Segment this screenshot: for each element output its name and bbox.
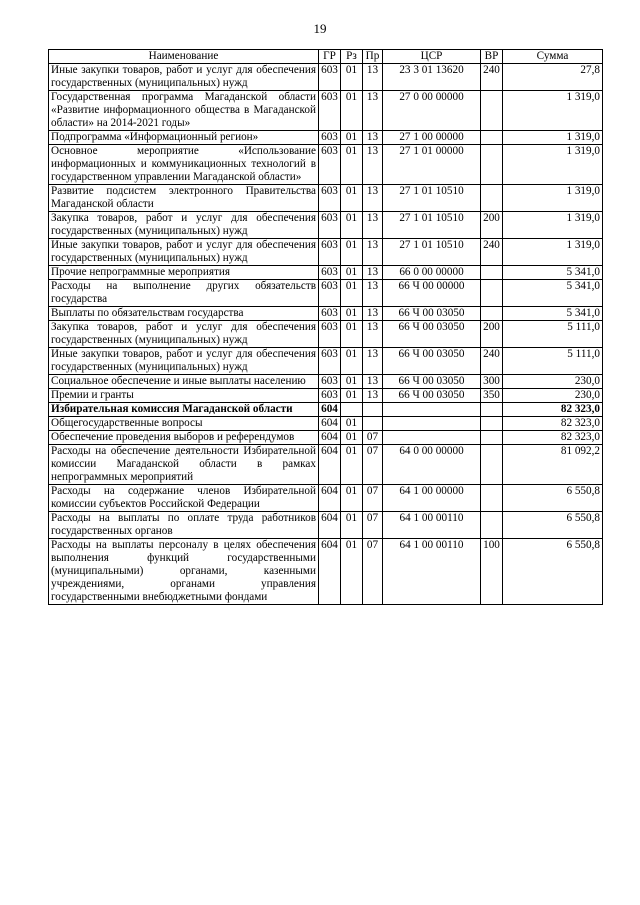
table-row xyxy=(49,145,603,185)
header-csr: ЦСР xyxy=(383,50,481,64)
cell-name: Обеспечение проведения выборов и референдумов xyxy=(49,431,319,445)
table-row xyxy=(49,389,603,403)
cell-name: Иные закупки товаров, работ и услуг для обеспечения государственных (муниципальных) нужд xyxy=(49,348,319,375)
cell-csr: 66 0 00 00000 xyxy=(383,266,481,280)
cell-name: Развитие подсистем электронного Правительства Магаданской области xyxy=(49,185,319,212)
cell-rz: 01 xyxy=(341,91,363,131)
table-row xyxy=(49,185,603,212)
cell-name: Расходы на выплаты персоналу в целях обеспечения выполнения функций государственными (муниципальными) органами, казенными учреждениями, органами управления государственными внебюджетными фондами xyxy=(49,539,319,605)
cell-pr: 13 xyxy=(363,145,383,185)
cell-csr: 27 1 00 00000 xyxy=(383,131,481,145)
cell-gr: 603 xyxy=(319,145,341,185)
table-row xyxy=(49,485,603,512)
cell-csr: 66 Ч 00 03050 xyxy=(383,321,481,348)
cell-pr: 13 xyxy=(363,131,383,145)
cell-rz xyxy=(341,403,363,417)
cell-name: Основное мероприятие «Использование информационных и коммуникационных технологий в государственном управлении Магаданской области» xyxy=(49,145,319,185)
cell-vr: 200 xyxy=(481,212,503,239)
cell-rz: 01 xyxy=(341,512,363,539)
cell-pr: 07 xyxy=(363,539,383,605)
table-row xyxy=(49,212,603,239)
cell-sum: 6 550,8 xyxy=(503,512,603,539)
cell-gr: 604 xyxy=(319,445,341,485)
cell-vr xyxy=(481,131,503,145)
cell-sum: 81 092,2 xyxy=(503,445,603,485)
header-rz: Рз xyxy=(341,50,363,64)
cell-sum: 5 341,0 xyxy=(503,280,603,307)
cell-csr: 66 Ч 00 03050 xyxy=(383,307,481,321)
cell-vr xyxy=(481,91,503,131)
cell-name: Закупка товаров, работ и услуг для обеспечения государственных (муниципальных) нужд xyxy=(49,321,319,348)
table-row xyxy=(49,417,603,431)
header-vr: ВР xyxy=(481,50,503,64)
cell-vr: 350 xyxy=(481,389,503,403)
cell-rz: 01 xyxy=(341,321,363,348)
cell-csr xyxy=(383,403,481,417)
cell-sum: 82 323,0 xyxy=(503,403,603,417)
cell-gr: 603 xyxy=(319,185,341,212)
cell-gr: 604 xyxy=(319,539,341,605)
cell-csr: 66 Ч 00 03050 xyxy=(383,389,481,403)
cell-gr: 604 xyxy=(319,417,341,431)
cell-csr: 27 1 01 10510 xyxy=(383,185,481,212)
header-row xyxy=(49,50,603,64)
cell-sum: 5 341,0 xyxy=(503,266,603,280)
cell-vr xyxy=(481,431,503,445)
table-row xyxy=(49,375,603,389)
page-number: 19 xyxy=(313,21,327,36)
cell-name: Подпрограмма «Информационный регион» xyxy=(49,131,319,145)
table-row xyxy=(49,239,603,266)
cell-rz: 01 xyxy=(341,348,363,375)
cell-rz: 01 xyxy=(341,307,363,321)
cell-vr xyxy=(481,403,503,417)
cell-sum: 1 319,0 xyxy=(503,212,603,239)
cell-gr: 604 xyxy=(319,403,341,417)
cell-pr: 07 xyxy=(363,512,383,539)
table-row xyxy=(49,280,603,307)
header-sum: Сумма xyxy=(503,50,603,64)
cell-rz: 01 xyxy=(341,64,363,91)
cell-rz: 01 xyxy=(341,417,363,431)
cell-gr: 603 xyxy=(319,348,341,375)
cell-sum: 1 319,0 xyxy=(503,185,603,212)
table-row xyxy=(49,321,603,348)
cell-csr: 27 1 01 10510 xyxy=(383,239,481,266)
cell-pr: 13 xyxy=(363,375,383,389)
cell-rz: 01 xyxy=(341,185,363,212)
cell-name: Выплаты по обязательствам государства xyxy=(49,307,319,321)
cell-pr: 07 xyxy=(363,485,383,512)
cell-gr: 603 xyxy=(319,91,341,131)
cell-name: Социальное обеспечение и иные выплаты населению xyxy=(49,375,319,389)
cell-rz: 01 xyxy=(341,145,363,185)
table-row xyxy=(49,266,603,280)
cell-name: Иные закупки товаров, работ и услуг для обеспечения государственных (муниципальных) нужд xyxy=(49,239,319,266)
cell-sum: 5 111,0 xyxy=(503,321,603,348)
cell-pr: 13 xyxy=(363,239,383,266)
cell-csr: 64 1 00 00000 xyxy=(383,485,481,512)
cell-gr: 604 xyxy=(319,431,341,445)
cell-rz: 01 xyxy=(341,266,363,280)
cell-name: Избирательная комиссия Магаданской области xyxy=(49,403,319,417)
cell-gr: 603 xyxy=(319,64,341,91)
cell-name: Иные закупки товаров, работ и услуг для обеспечения государственных (муниципальных) нужд xyxy=(49,64,319,91)
cell-sum: 230,0 xyxy=(503,389,603,403)
cell-csr: 64 1 00 00110 xyxy=(383,512,481,539)
cell-gr: 603 xyxy=(319,280,341,307)
cell-vr: 100 xyxy=(481,539,503,605)
cell-name: Общегосударственные вопросы xyxy=(49,417,319,431)
cell-pr: 13 xyxy=(363,389,383,403)
cell-csr: 66 Ч 00 03050 xyxy=(383,348,481,375)
cell-vr xyxy=(481,445,503,485)
cell-pr: 13 xyxy=(363,307,383,321)
header-name: Наименование xyxy=(49,50,319,64)
cell-pr: 13 xyxy=(363,348,383,375)
cell-gr: 603 xyxy=(319,375,341,389)
budget-table xyxy=(48,49,603,605)
cell-sum: 1 319,0 xyxy=(503,91,603,131)
cell-csr: 27 0 00 00000 xyxy=(383,91,481,131)
cell-vr: 240 xyxy=(481,348,503,375)
cell-rz: 01 xyxy=(341,239,363,266)
cell-csr xyxy=(383,431,481,445)
cell-vr xyxy=(481,485,503,512)
cell-name: Прочие непрограммные мероприятия xyxy=(49,266,319,280)
cell-csr: 66 Ч 00 00000 xyxy=(383,280,481,307)
cell-sum: 5 341,0 xyxy=(503,307,603,321)
cell-pr xyxy=(363,403,383,417)
cell-rz: 01 xyxy=(341,445,363,485)
cell-name: Расходы на выплаты по оплате труда работников государственных органов xyxy=(49,512,319,539)
table-row xyxy=(49,539,603,605)
cell-gr: 603 xyxy=(319,307,341,321)
cell-rz: 01 xyxy=(341,280,363,307)
cell-gr: 603 xyxy=(319,212,341,239)
cell-gr: 603 xyxy=(319,321,341,348)
cell-gr: 604 xyxy=(319,485,341,512)
header-gr: ГР xyxy=(319,50,341,64)
cell-vr: 200 xyxy=(481,321,503,348)
cell-pr: 07 xyxy=(363,445,383,485)
cell-sum: 5 111,0 xyxy=(503,348,603,375)
cell-name: Премии и гранты xyxy=(49,389,319,403)
table-row xyxy=(49,403,603,417)
cell-sum: 1 319,0 xyxy=(503,239,603,266)
table-row xyxy=(49,445,603,485)
cell-vr xyxy=(481,145,503,185)
cell-vr: 240 xyxy=(481,64,503,91)
cell-sum: 1 319,0 xyxy=(503,131,603,145)
cell-name: Расходы на содержание членов Избирательной комиссии субъектов Российской Федерации xyxy=(49,485,319,512)
cell-csr: 27 1 01 10510 xyxy=(383,212,481,239)
cell-pr: 13 xyxy=(363,321,383,348)
cell-gr: 603 xyxy=(319,266,341,280)
cell-csr xyxy=(383,417,481,431)
table-row xyxy=(49,131,603,145)
cell-rz: 01 xyxy=(341,375,363,389)
cell-csr: 64 1 00 00110 xyxy=(383,539,481,605)
table-row xyxy=(49,431,603,445)
cell-rz: 01 xyxy=(341,431,363,445)
cell-gr: 603 xyxy=(319,239,341,266)
cell-rz: 01 xyxy=(341,131,363,145)
cell-rz: 01 xyxy=(341,389,363,403)
table-row xyxy=(49,307,603,321)
cell-sum: 230,0 xyxy=(503,375,603,389)
table-row xyxy=(49,91,603,131)
cell-gr: 604 xyxy=(319,512,341,539)
cell-vr xyxy=(481,280,503,307)
table-row xyxy=(49,512,603,539)
table-row xyxy=(49,348,603,375)
cell-rz: 01 xyxy=(341,212,363,239)
cell-csr: 23 3 01 13620 xyxy=(383,64,481,91)
cell-gr: 603 xyxy=(319,131,341,145)
table-row xyxy=(49,64,603,91)
cell-vr: 240 xyxy=(481,239,503,266)
cell-vr xyxy=(481,512,503,539)
cell-name: Закупка товаров, работ и услуг для обеспечения государственных (муниципальных) нужд xyxy=(49,212,319,239)
cell-csr: 64 0 00 00000 xyxy=(383,445,481,485)
cell-vr xyxy=(481,266,503,280)
cell-sum: 6 550,8 xyxy=(503,485,603,512)
cell-name: Расходы на выполнение других обязательств государства xyxy=(49,280,319,307)
cell-vr xyxy=(481,307,503,321)
cell-sum: 82 323,0 xyxy=(503,431,603,445)
cell-pr: 07 xyxy=(363,431,383,445)
cell-name: Государственная программа Магаданской области «Развитие информационного общества в Магаданской области» на 2014-2021 годы» xyxy=(49,91,319,131)
cell-csr: 27 1 01 00000 xyxy=(383,145,481,185)
cell-rz: 01 xyxy=(341,539,363,605)
cell-vr xyxy=(481,185,503,212)
cell-rz: 01 xyxy=(341,485,363,512)
cell-sum: 1 319,0 xyxy=(503,145,603,185)
cell-sum: 6 550,8 xyxy=(503,539,603,605)
cell-vr: 300 xyxy=(481,375,503,389)
cell-name: Расходы на обеспечение деятельности Избирательной комиссии Магаданской области в рамках непрограммных мероприятий xyxy=(49,445,319,485)
cell-gr: 603 xyxy=(319,389,341,403)
cell-pr: 13 xyxy=(363,266,383,280)
cell-pr: 13 xyxy=(363,212,383,239)
cell-sum: 27,8 xyxy=(503,64,603,91)
cell-pr: 13 xyxy=(363,280,383,307)
cell-pr xyxy=(363,417,383,431)
cell-pr: 13 xyxy=(363,91,383,131)
cell-sum: 82 323,0 xyxy=(503,417,603,431)
cell-vr xyxy=(481,417,503,431)
cell-pr: 13 xyxy=(363,64,383,91)
header-pr: Пр xyxy=(363,50,383,64)
cell-csr: 66 Ч 00 03050 xyxy=(383,375,481,389)
cell-pr: 13 xyxy=(363,185,383,212)
